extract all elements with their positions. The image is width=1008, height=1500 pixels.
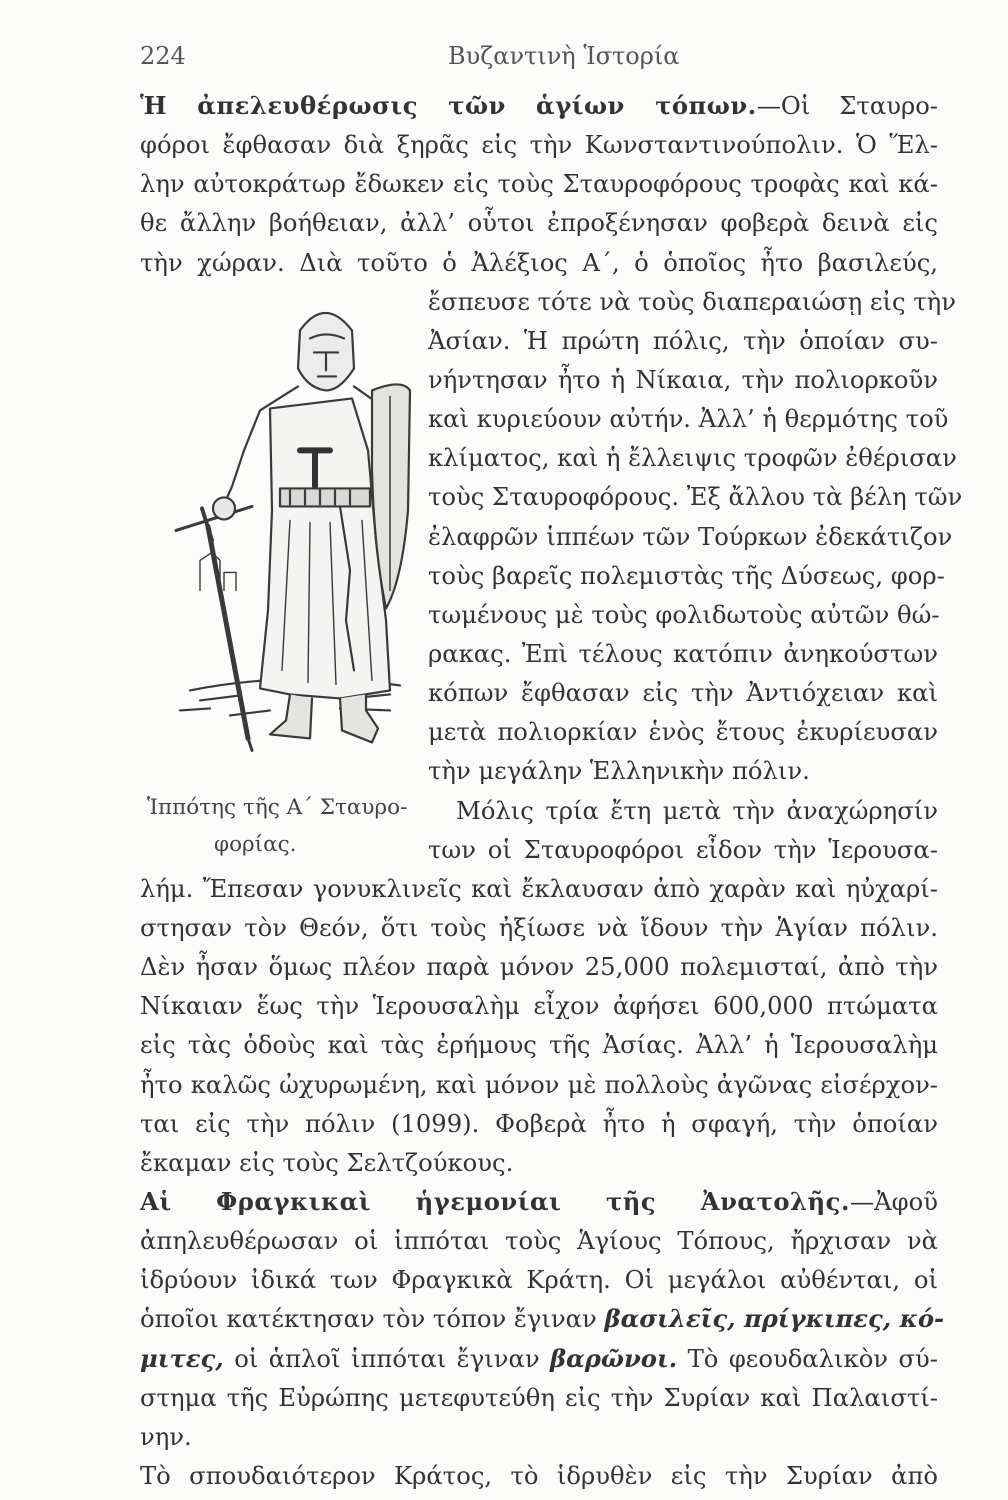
wrap-line: τωμένους μὲ τοὺς φολιδωτοὺς αὐτῶν θώ- — [428, 599, 940, 629]
section2-line-8: Τὸ σπουδαιότερον Κράτος, τὸ ἱδρυθὲν εἰς τὴν Συρίαν ἀπὸ — [140, 1461, 938, 1490]
body-line: ἦτο καλῶς ὠχυρωμένη, καὶ μόνον μὲ πολλοὺς ἀγῶνας εἰσέρχον- — [140, 1069, 938, 1099]
section2-line-1 — [140, 1182, 938, 1221]
wrap-line: ἔσπευσε τότε νὰ τοὺς διαπεραιώσῃ εἰς τὴν — [428, 286, 956, 316]
wrap-line: τοὺς Σταυροφόρους. Ἐξ ἄλλου τὰ βέλη τῶν — [428, 482, 963, 512]
wrap-line: ρακας. Ἐπὶ τέλους κατόπιν ἀνηκούστων — [428, 639, 938, 668]
running-title: Βυζαντινὴ Ἱστορία — [448, 42, 680, 70]
section2-heading: Αἱ Φραγκικαὶ ἡγεμονίαι τῆς Ἀνατολῆς. — [140, 1187, 850, 1216]
crusader-knight-illustration — [140, 276, 440, 775]
body-line: στησαν τὸν Θεόν, ὅτι τοὺς ἠξίωσε νὰ ἴδουν τὴν Ἁγίαν πόλιν. — [140, 913, 938, 942]
section2-line-1-rest: —Ἀφοῦ — [849, 1187, 938, 1216]
wrap-line: Μόλις τρία ἔτη μετὰ τὴν ἀναχώρησίν — [456, 795, 938, 825]
body-line: ἔκαμαν εἰς τοὺς Σελτζούκους. — [140, 1147, 514, 1177]
section2-line-3: ἱδρύουν ἰδικά των Φραγκικὰ Κράτη. Οἱ μεγάλοι αὐθένται, οἱ — [140, 1265, 938, 1295]
wrap-line: Ἀσίαν. Ἡ πρώτη πόλις, τὴν ὁποίαν συ- — [428, 325, 938, 355]
wrap-line: μετὰ πολιορκίαν ἑνὸς ἔτους ἐκυρίευσαν — [428, 717, 938, 747]
page-number: 224 — [140, 42, 186, 70]
section2-line-5-emphasis-2: βαρῶνοι. — [550, 1343, 678, 1373]
section2-line-4 — [140, 1299, 945, 1338]
body-line: εἰς τὰς ὁδοὺς καὶ τὰς ἐρήμους τῆς Ἀσίας. Ἀλλ’ ἡ Ἱερουσαλὴμ — [140, 1030, 938, 1060]
section2-line-5-emphasis-1: μιτες, — [140, 1343, 224, 1373]
wrap-line: κόπων ἔφθασαν εἰς τὴν Ἀντιόχειαν καὶ — [428, 678, 938, 708]
section1-line-2: φόροι ἔφθασαν διὰ ξηρᾶς εἰς τὴν Κωνσταντινούπολιν. Ὁ Ἕλ- — [140, 130, 938, 160]
section1-line-1 — [140, 86, 938, 125]
section1-line-5: τὴν χώραν. Διὰ τοῦτο ὁ Ἀλέξιος Α΄, ὁ ὁποῖος ἦτο βασιλεύς, — [140, 247, 938, 277]
section2-line-5 — [140, 1339, 938, 1378]
wrap-line: των οἱ Σταυροφόροι εἶδον τὴν Ἱερουσα- — [428, 834, 938, 864]
section2-line-2: ἀπηλευθέρωσαν οἱ ἱππόται τοὺς Ἁγίους Τόπους, ἤρχισαν νὰ — [140, 1226, 938, 1256]
body-line: ται εἰς τὴν πόλιν (1099). Φοβερὰ ἦτο ἡ σφαγή, τὴν ὁποίαν — [140, 1108, 938, 1138]
body-line: λήμ. Ἔπεσαν γονυκλινεῖς καὶ ἔκλαυσαν ἀπὸ χαρὰν καὶ ηὐχαρί- — [140, 873, 938, 903]
wrap-line: τὴν μεγάλην Ἑλληνικὴν πόλιν. — [428, 756, 810, 786]
section2-line-7: νην. — [140, 1421, 192, 1451]
section1-heading: Ἡ ἀπελευθέρωσις τῶν ἁγίων τόπων. — [140, 91, 757, 120]
section1-line-4: θε ἄλλην βοήθειαν, ἀλλ’ οὗτοι ἐπροξένησαν φοβερὰ δεινὰ εἰς — [140, 208, 938, 238]
section2-line-5-mid: οἱ ἁπλοῖ ἱππόται ἔγιναν — [234, 1343, 540, 1373]
section2-line-6: στημα τῆς Εὐρώπης μετεφυτεύθη εἰς τὴν Συρίαν καὶ Παλαιστί- — [140, 1382, 938, 1412]
section1-line-1-rest: —Οἱ Σταυρο- — [756, 91, 938, 120]
body-line: Νίκαιαν ἕως τὴν Ἱερουσαλὴμ εἶχον ἀφήσει 600,000 πτώματα — [140, 991, 938, 1021]
wrap-line: νήντησαν ἦτο ἡ Νίκαια, τὴν πολιορκοῦν — [428, 365, 938, 394]
wrap-line: ἐλαφρῶν ἱππέων τῶν Τούρκων ἐδεκάτιζον — [428, 521, 953, 551]
body-line: Δὲν ἦσαν ὅμως πλέον παρὰ μόνον 25,000 πολεμισταί, ἀπὸ τὴν — [140, 952, 938, 982]
figure-caption-line-1: Ἱππότης τῆς Α΄ Σταυρο- — [147, 794, 408, 820]
section2-line-4-emphasis: βασιλεῖς, πρίγκιπες, κό- — [604, 1304, 945, 1334]
figure-caption-line-2: φορίας. — [214, 831, 297, 857]
section2-line-5-post: Τὸ φεουδαλικὸν σύ- — [687, 1343, 938, 1373]
wrap-line: τοὺς βαρεῖς πολεμιστὰς τῆς Δύσεως, φορ- — [428, 560, 945, 590]
section1-line-3: λην αὐτοκράτωρ ἔδωκεν εἰς τοὺς Σταυροφόρους τροφὰς καὶ κά- — [140, 169, 938, 199]
wrap-line: καὶ κυριεύουν αὐτήν. Ἀλλ’ ἡ θερμότης τοῦ — [428, 404, 949, 434]
section2-line-4-text: ὁποῖοι κατέκτησαν τὸν τόπον ἔγιναν — [140, 1304, 597, 1334]
wrap-line: κλίματος, καὶ ἡ ἔλλειψις τροφῶν ἐθέρισαν — [428, 443, 957, 473]
page-header — [140, 42, 940, 76]
